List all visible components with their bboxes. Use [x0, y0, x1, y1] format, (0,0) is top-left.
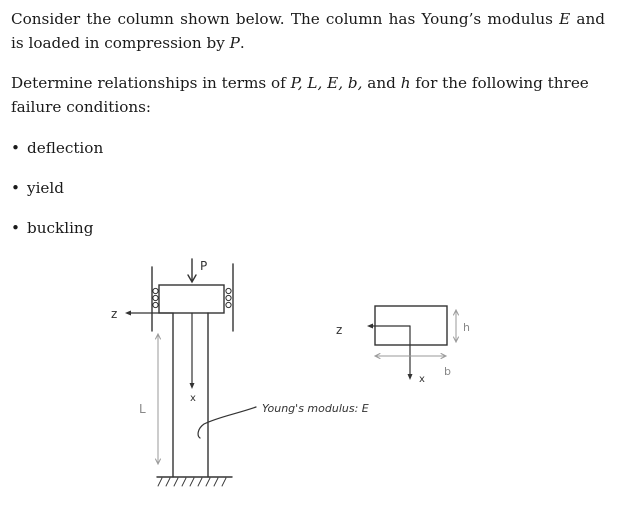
roller-icon	[153, 288, 231, 307]
length-label: L	[139, 402, 146, 416]
modulus-leader-line	[198, 407, 256, 438]
section-width-label: b	[444, 365, 451, 378]
bullet-dot: •	[11, 139, 20, 157]
ground-hatch-icon	[158, 478, 226, 486]
section-z-arrowhead-icon	[367, 324, 373, 329]
column-z-label: z	[111, 307, 118, 321]
condition-deflection: deflection	[27, 139, 104, 157]
top-cap-block	[159, 285, 224, 313]
load-label: P	[200, 259, 208, 273]
modulus-label: Young's modulus: E	[262, 402, 369, 415]
var-P: P	[229, 34, 240, 52]
var-E: E	[559, 10, 571, 28]
section-x-arrowhead-icon	[408, 374, 413, 380]
z-arrowhead-icon	[125, 311, 131, 316]
condition-yield: yield	[27, 179, 65, 197]
intro-text-b: and is loaded in compression by	[11, 10, 605, 52]
x-arrowhead-icon	[190, 383, 195, 389]
section-height-label: h	[463, 321, 470, 334]
intro-text-a: Consider the column shown below. The column has Young’s modulus	[11, 10, 560, 28]
task-text-a: Determine relationships in terms of	[11, 74, 291, 92]
bullet-dot: •	[11, 219, 20, 237]
task-text-b: and	[362, 74, 401, 92]
column-diagram	[125, 259, 256, 486]
task-vars: P, L, E, b,	[290, 74, 363, 92]
condition-buckling: buckling	[27, 219, 94, 237]
task-text-c: for the following three failure conditions:	[11, 74, 589, 116]
bullet-dot: •	[11, 179, 20, 197]
section-x-label: x	[419, 374, 425, 385]
intro-text-c: .	[239, 34, 245, 52]
column-x-label: x	[190, 393, 196, 404]
section-z-label: z	[336, 323, 343, 337]
var-h: h	[400, 74, 411, 92]
